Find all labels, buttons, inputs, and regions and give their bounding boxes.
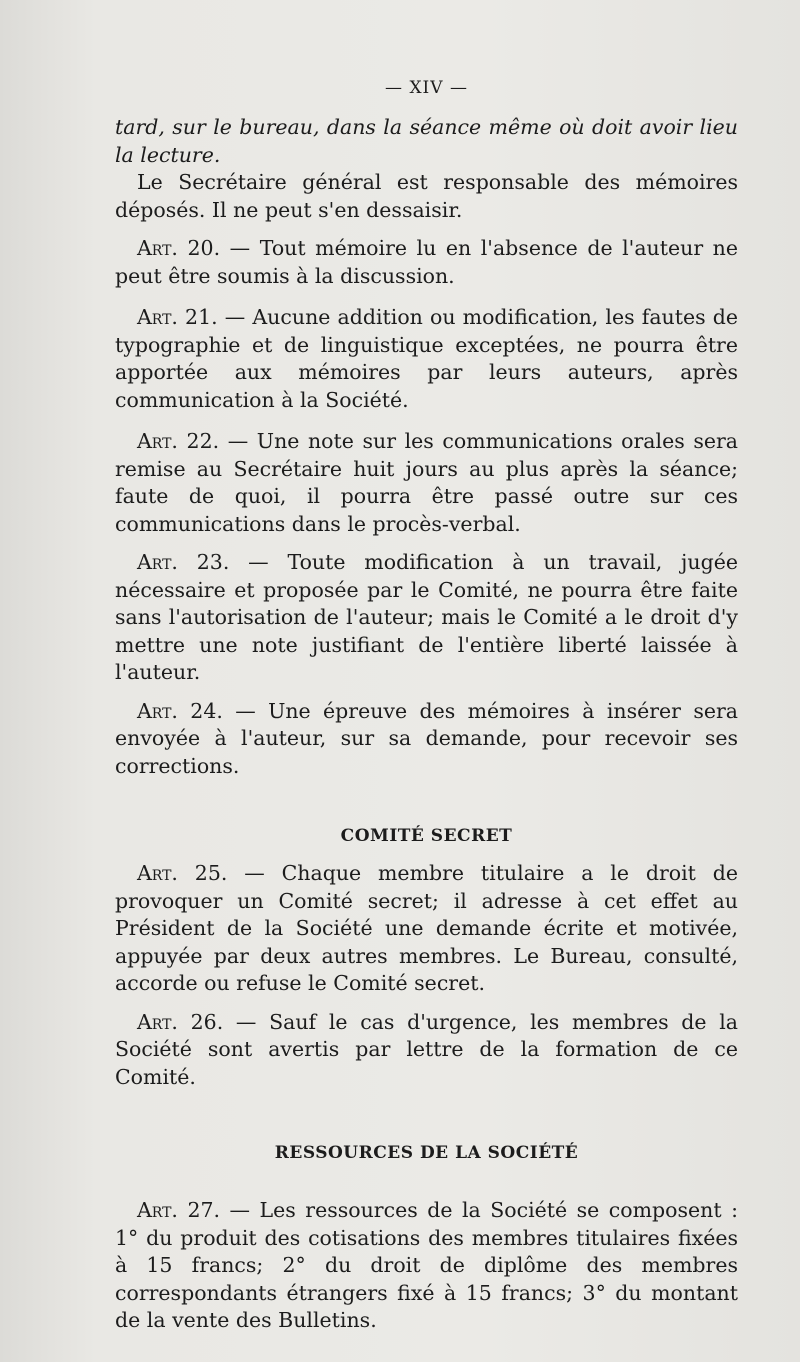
- article-24: [115, 698, 738, 781]
- article-26: [115, 1009, 738, 1092]
- article-25: [115, 860, 738, 998]
- article-number: Art. 23.: [137, 550, 230, 574]
- continued-text: [115, 114, 738, 169]
- article-number: Art. 20.: [137, 236, 221, 260]
- article-22: [115, 428, 738, 538]
- section-heading-ressources: RESSOURCES DE LA SOCIÉTÉ: [274, 1143, 579, 1163]
- article-number: Art. 27.: [137, 1198, 221, 1222]
- page-number: — XIV —: [385, 78, 468, 98]
- article-text: — Tout mémoire lu en l'absence de l'auteur ne peut être soumis à la discussion.: [115, 236, 739, 288]
- article-number: Art. 22.: [137, 429, 220, 453]
- article-text: — Toute modification à un travail, jugée nécessaire et proposée par le Comité, ne pourra être faite sans l'autorisation de l'auteur; mais le Comité a le droit d'y mettre une note justifiant de l'entière liberté laissée à l'auteur.: [115, 550, 738, 684]
- article-number: Art. 24.: [137, 698, 223, 723]
- article-23: [115, 549, 738, 687]
- article-number: Art. 25.: [137, 861, 228, 885]
- article-text: — Une épreuve des mémoires à insérer sera envoyée à l'auteur, sur sa demande, pour recevoir ses corrections.: [115, 698, 738, 778]
- article-text: — Chaque membre titulaire a le droit de provoquer un Comité secret; il adresse à cet effet au Président de la Société une demande écrite et motivée, appuyée par deux autres membres. Le Bureau, consulté, accorde ou refuse le Comité secret.: [115, 861, 738, 995]
- italic-continuation: tard, sur le bureau, dans la séance même où doit avoir lieu la lecture.: [115, 115, 738, 167]
- article-27: [115, 1197, 738, 1335]
- article-number: Art. 26.: [137, 1009, 224, 1034]
- article-20: [115, 235, 738, 290]
- article-21: [115, 304, 738, 414]
- article-number: Art. 21.: [137, 305, 218, 329]
- article-text: — Les ressources de la Société se composent : 1° du produit des cotisations des membres titulaires fixées à 15 francs; 2° du droit de diplôme des membres correspondants étrangers fixé à 15 francs; 3° du montant de la vente des Bulletins.: [115, 1198, 738, 1332]
- paragraph-secretaire: Le Secrétaire général est responsable des mémoires déposés. Il ne peut s'en dessaisir.: [115, 170, 738, 222]
- article-text: — Aucune addition ou modification, les fautes de typographie et de linguistique exceptées, ne pourra être apportée aux mémoires par leurs auteurs, après communication à la Société.: [115, 305, 739, 412]
- section-heading-comite-secret: COMITÉ SECRET: [340, 826, 513, 846]
- article-text: — Sauf le cas d'urgence, les membres de la Société sont avertis par lettre de la formation de ce Comité.: [115, 1009, 738, 1089]
- article-text: — Une note sur les communications orales sera remise au Secrétaire huit jours au plus après la séance; faute de quoi, il pourra être passé outre sur ces communications dans le procès-verbal.: [115, 429, 738, 536]
